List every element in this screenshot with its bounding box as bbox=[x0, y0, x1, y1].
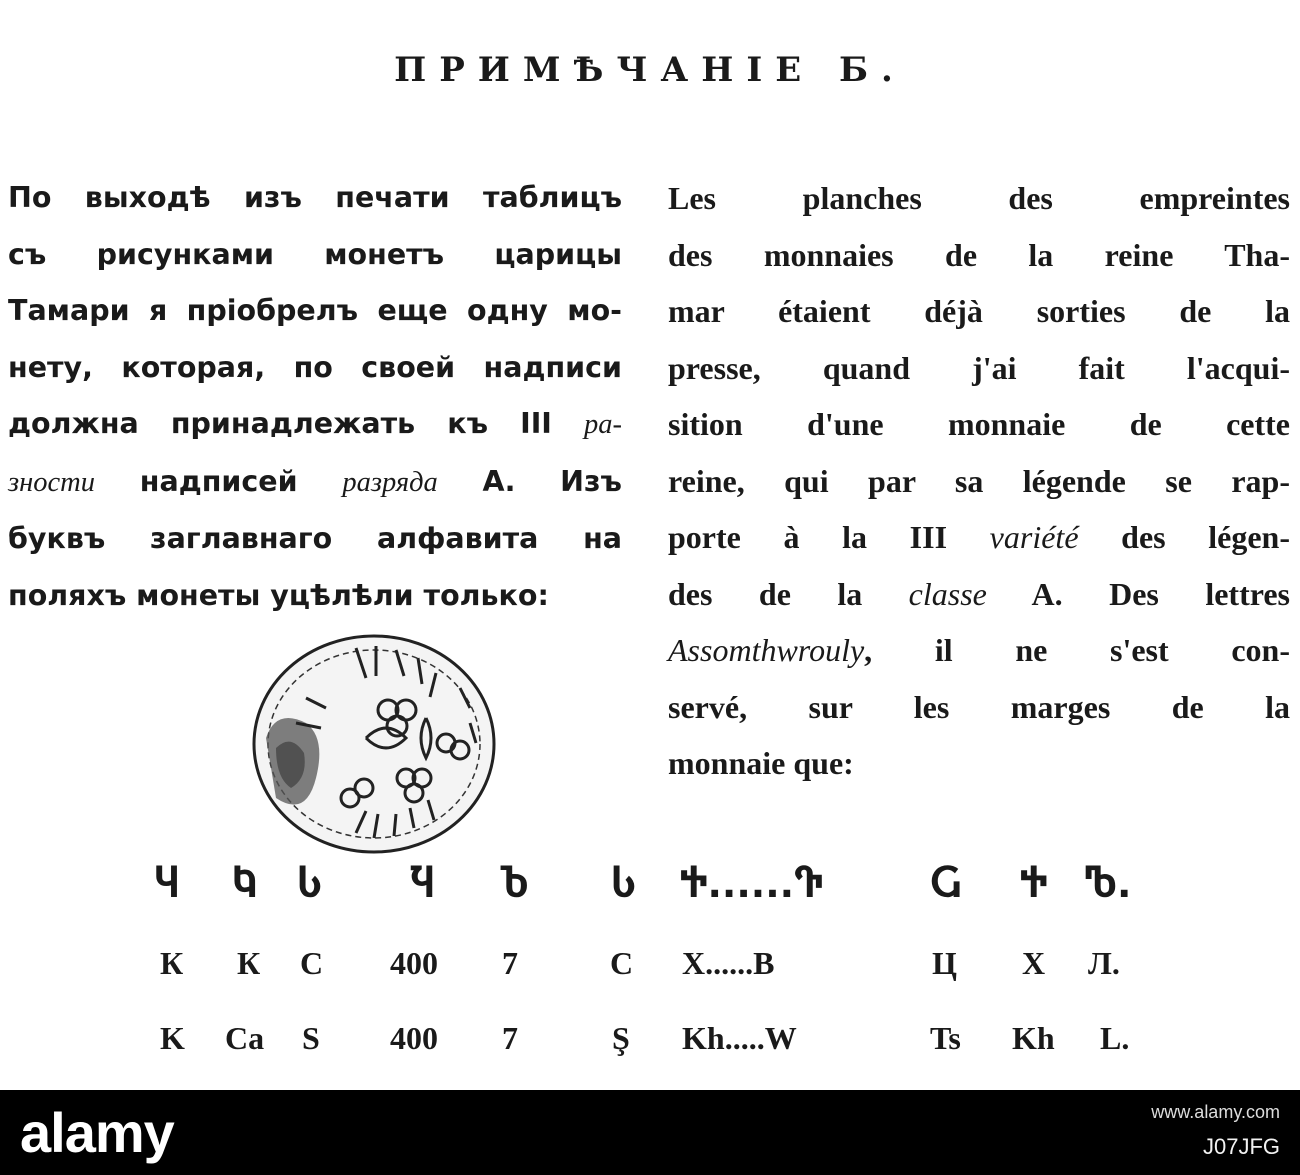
ru-line-2: съ рисунками монетъ царицы bbox=[8, 237, 622, 271]
glyph-6: Ⴑ bbox=[612, 862, 636, 906]
lat-9: Kh bbox=[1012, 1020, 1055, 1056]
image-id: J07JFG bbox=[1202, 1134, 1280, 1159]
fr-italic-assomthwrouly: Assomthwrouly bbox=[668, 632, 865, 668]
cyr-10: Л. bbox=[1088, 945, 1120, 981]
cyr-2: К bbox=[237, 945, 261, 981]
coin-illustration bbox=[246, 628, 502, 860]
fr-italic-classe: classe bbox=[908, 575, 987, 612]
glyph-4: Ⴏ bbox=[410, 862, 434, 906]
lat-7: Kh.....W bbox=[682, 1020, 797, 1056]
glyph-5: Ⴆ bbox=[500, 862, 529, 906]
lat-6: Ş bbox=[612, 1020, 630, 1056]
ru-italic-znosti: зности bbox=[8, 466, 95, 498]
cyr-1: К bbox=[160, 945, 184, 981]
lat-4: 400 bbox=[390, 1020, 438, 1056]
cyr-9: Х bbox=[1022, 945, 1046, 981]
ru-italic-razryada: разряда bbox=[342, 466, 438, 498]
fr-line-6: reine, qui par sa légende se rap- bbox=[668, 462, 1290, 499]
cyr-3: С bbox=[300, 945, 324, 981]
ru-line-6: зности надписей разряда А. Изъ bbox=[8, 464, 622, 498]
cyr-5: 7 bbox=[502, 945, 518, 981]
ru-line-4: нету, которая, по своей надписи bbox=[8, 350, 622, 384]
watermark-footer bbox=[0, 1090, 1300, 1175]
fr-line-9: Assomthwrouly, il ne s'est con- bbox=[668, 632, 1290, 668]
fr-line-3: mar étaient déjà sorties de la bbox=[668, 293, 1290, 329]
fr-line-5: sition d'une monnaie de cette bbox=[668, 406, 1290, 442]
glyph-9: Ⴕ bbox=[1020, 862, 1048, 906]
fr-italic-variete: variété bbox=[989, 519, 1079, 555]
fr-line-4: presse, quand j'ai fait l'acqui- bbox=[668, 349, 1290, 386]
ru-line-3: Тамари я пріобрелъ еще одну мо- bbox=[8, 294, 622, 327]
alphabet-table bbox=[0, 860, 1300, 1060]
coin-drawing bbox=[246, 628, 502, 860]
lat-8: Ts bbox=[930, 1020, 961, 1056]
fr-line-8: des de la classe A. Des lettres bbox=[668, 575, 1290, 612]
lat-3: S bbox=[302, 1020, 320, 1056]
cyr-6: С bbox=[610, 945, 634, 981]
glyph-3: Ⴑ bbox=[298, 862, 322, 906]
alamy-logo: alamy bbox=[20, 1101, 174, 1164]
lat-5: 7 bbox=[502, 1020, 518, 1056]
fr-line-2: des monnaies de la reine Tha- bbox=[668, 236, 1290, 273]
fr-line-11: monnaie que: bbox=[668, 745, 854, 781]
glyph-7: Ⴕ......Ⴅ bbox=[680, 862, 824, 906]
lat-1: K bbox=[160, 1020, 185, 1056]
ru-line-8: поляхъ монеты уцѣлѣли только: bbox=[8, 578, 549, 612]
cyr-8: Ц bbox=[932, 945, 957, 981]
site-url: www.alamy.com bbox=[1151, 1102, 1280, 1122]
russian-column bbox=[8, 170, 622, 624]
ru-italic-ra: ра- bbox=[584, 409, 622, 440]
ru-line-1: По выходѣ изъ печати таблицъ bbox=[8, 181, 622, 214]
fr-line-7: porte à la III variété des légen- bbox=[668, 519, 1290, 555]
page-title: ПРИМѢЧАНІЕ Б. bbox=[394, 50, 906, 90]
fr-line-10: servé, sur les marges de la bbox=[668, 688, 1290, 725]
ru-line-5: должна принадлежать къ III ра- bbox=[8, 407, 622, 440]
lat-2: Ca bbox=[225, 1020, 265, 1056]
fr-line-1: Les planches des empreintes bbox=[668, 180, 1290, 216]
lat-10: L. bbox=[1100, 1020, 1130, 1056]
french-column bbox=[668, 170, 1290, 792]
glyph-8: Ⴚ bbox=[930, 862, 962, 906]
glyph-1: Ⴗ bbox=[155, 862, 179, 906]
cyr-7: Х......В bbox=[682, 945, 775, 981]
glyph-2: Ⴉ bbox=[233, 862, 257, 906]
cyr-4: 400 bbox=[390, 945, 438, 981]
glyph-10: Ⴊ. bbox=[1085, 862, 1132, 906]
ru-line-7: буквъ заглавнаго алфавита на bbox=[8, 522, 622, 555]
